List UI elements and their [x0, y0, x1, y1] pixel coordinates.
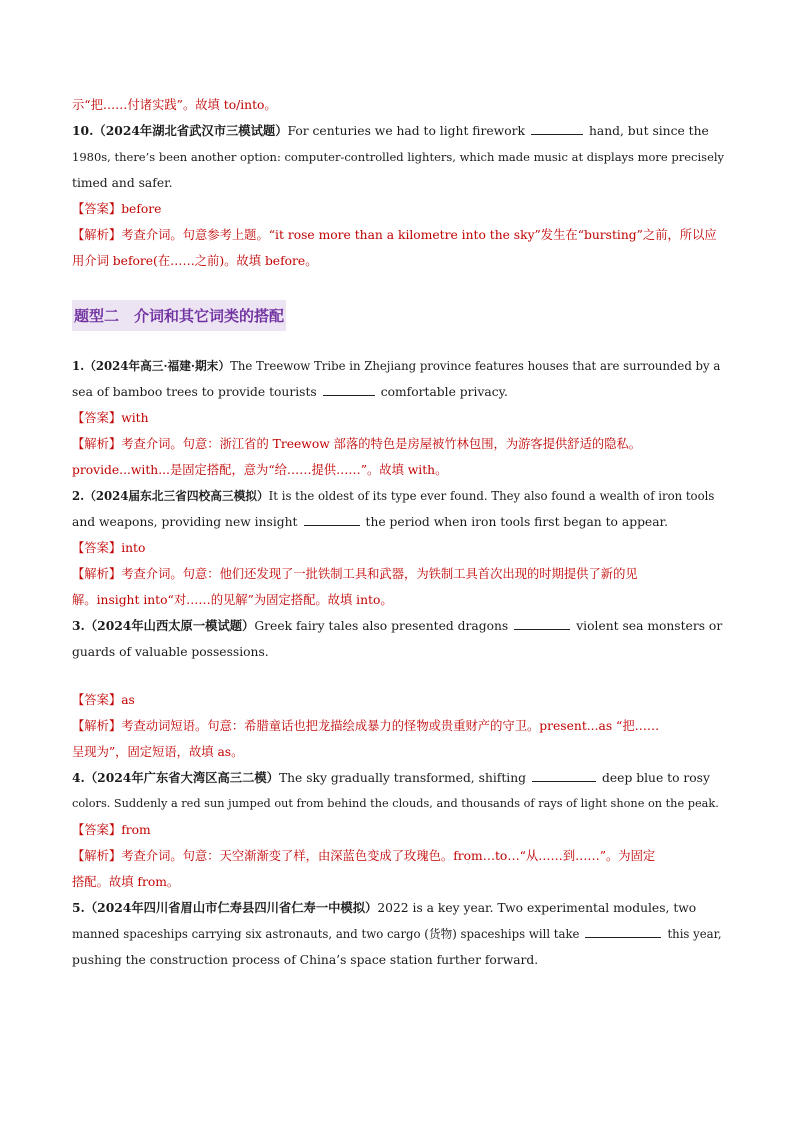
question-text: Greek fairy tales also presented dragons	[254, 619, 509, 633]
question-source: （2024年山西太原一模试题）	[84, 618, 255, 633]
question-2	[72, 483, 724, 613]
question-text: comfortable privacy.	[380, 385, 508, 399]
answer-blank[interactable]	[514, 617, 570, 630]
answer-line: 【答案】into	[72, 541, 146, 555]
analysis-line: 呈现为”，固定短语，故填 as。	[72, 745, 244, 759]
answer-line: 【答案】with	[72, 411, 149, 425]
answer-blank[interactable]	[304, 513, 360, 526]
question-1	[72, 353, 724, 483]
question-text: the period when iron tools first began to appear.	[365, 515, 668, 529]
question-text: pushing the construction process of China’s space station further forward.	[72, 953, 539, 967]
question-source: （2024年四川省眉山市仁寿县四川省仁寿一中模拟）	[84, 900, 378, 915]
analysis-line: 【解析】考查动词短语。句意：希腊童话也把龙描绘成暴力的怪物或贵重财产的守卫。present...as “把……	[72, 719, 660, 733]
question-source: （2024年高三·福建·期末）	[84, 359, 231, 373]
answer-line: 【答案】from	[72, 823, 151, 837]
analysis-line: 解。insight into“对……的见解”为固定搭配。故填 into。	[72, 593, 393, 607]
document-page	[72, 92, 724, 973]
answer-blank[interactable]	[532, 769, 596, 782]
question-number: 5.	[72, 900, 85, 915]
prev-analysis-tail: 示“把……付诸实践”。故填 to/into。	[72, 98, 277, 112]
answer-line: 【答案】as	[72, 693, 135, 707]
question-text: violent sea monsters or	[576, 619, 723, 633]
question-5	[72, 895, 724, 973]
question-text: The sky gradually transformed, shifting	[278, 771, 527, 785]
question-text: deep blue to rosy	[602, 771, 710, 785]
question-number: 10.	[72, 123, 94, 138]
answer-blank[interactable]	[531, 122, 583, 135]
question-text: hand, but since the	[588, 124, 709, 138]
analysis-line: 【解析】考查介词。句意：天空渐渐变了样，由深蓝色变成了玫瑰色。from…to…“从……到……”。为固定	[72, 849, 656, 863]
question-text: colors. Suddenly a red sun jumped out from behind the clouds, and thousands of rays of light shone on the peak.	[72, 797, 719, 810]
question-text: this year,	[667, 927, 722, 941]
question-text: manned spaceships carrying six astronauts, and two cargo (货物) spaceships will take	[72, 927, 580, 941]
analysis-line: 用介词 before(在……之前)。故填 before。	[72, 254, 318, 268]
answer-blank[interactable]	[585, 925, 661, 938]
analysis-line: 【解析】考查介词。句意：他们还发现了一批铁制工具和武器，为铁制工具首次出现的时期提供了新的见	[72, 567, 638, 581]
question-3	[72, 613, 724, 765]
question-text: and weapons, providing new insight	[72, 515, 298, 529]
question-4	[72, 765, 724, 895]
analysis-line: provide...with...是固定搭配，意为“给……提供……”。故填 with。	[72, 463, 448, 477]
section-title: 题型二 介词和其它词类的搭配	[72, 300, 286, 331]
question-10	[72, 118, 724, 274]
question-source: （2024届东北三省四校高三模拟）	[84, 489, 269, 503]
question-text: For centuries we had to light firework	[287, 124, 525, 138]
analysis-line: 搭配。故填 from。	[72, 875, 180, 889]
question-source: （2024年湖北省武汉市三模试题）	[93, 123, 288, 138]
question-text: The Treewow Tribe in Zhejiang province features houses that are surrounded by a	[230, 359, 721, 373]
question-text: sea of bamboo trees to provide tourists	[72, 385, 317, 399]
answer-line: 【答案】before	[72, 202, 162, 216]
question-source: （2024年广东省大湾区高三二模）	[84, 770, 279, 785]
analysis-line: 【解析】考查介词。句意：浙江省的 Treewow 部落的特色是房屋被竹林包围，为游客提供舒适的隐私。	[72, 437, 642, 451]
question-number: 4.	[72, 770, 85, 785]
question-text: 1980s, there’s been another option: computer-controlled lighters, which made music at displays more precisely	[72, 150, 725, 164]
question-text: It is the oldest of its type ever found. They also found a wealth of iron tools	[268, 489, 715, 503]
question-text: 2022 is a key year. Two experimental modules, two	[377, 901, 697, 915]
answer-blank[interactable]	[323, 383, 375, 396]
question-text: timed and safer.	[72, 176, 173, 190]
question-text: guards of valuable possessions.	[72, 645, 269, 659]
analysis-line: 【解析】考查介词。句意参考上题。“it rose more than a kilometre into the sky”发生在“bursting”之前，所以应	[72, 228, 717, 242]
question-number: 1.	[72, 359, 85, 373]
question-number: 3.	[72, 618, 85, 633]
question-number: 2.	[72, 489, 85, 503]
